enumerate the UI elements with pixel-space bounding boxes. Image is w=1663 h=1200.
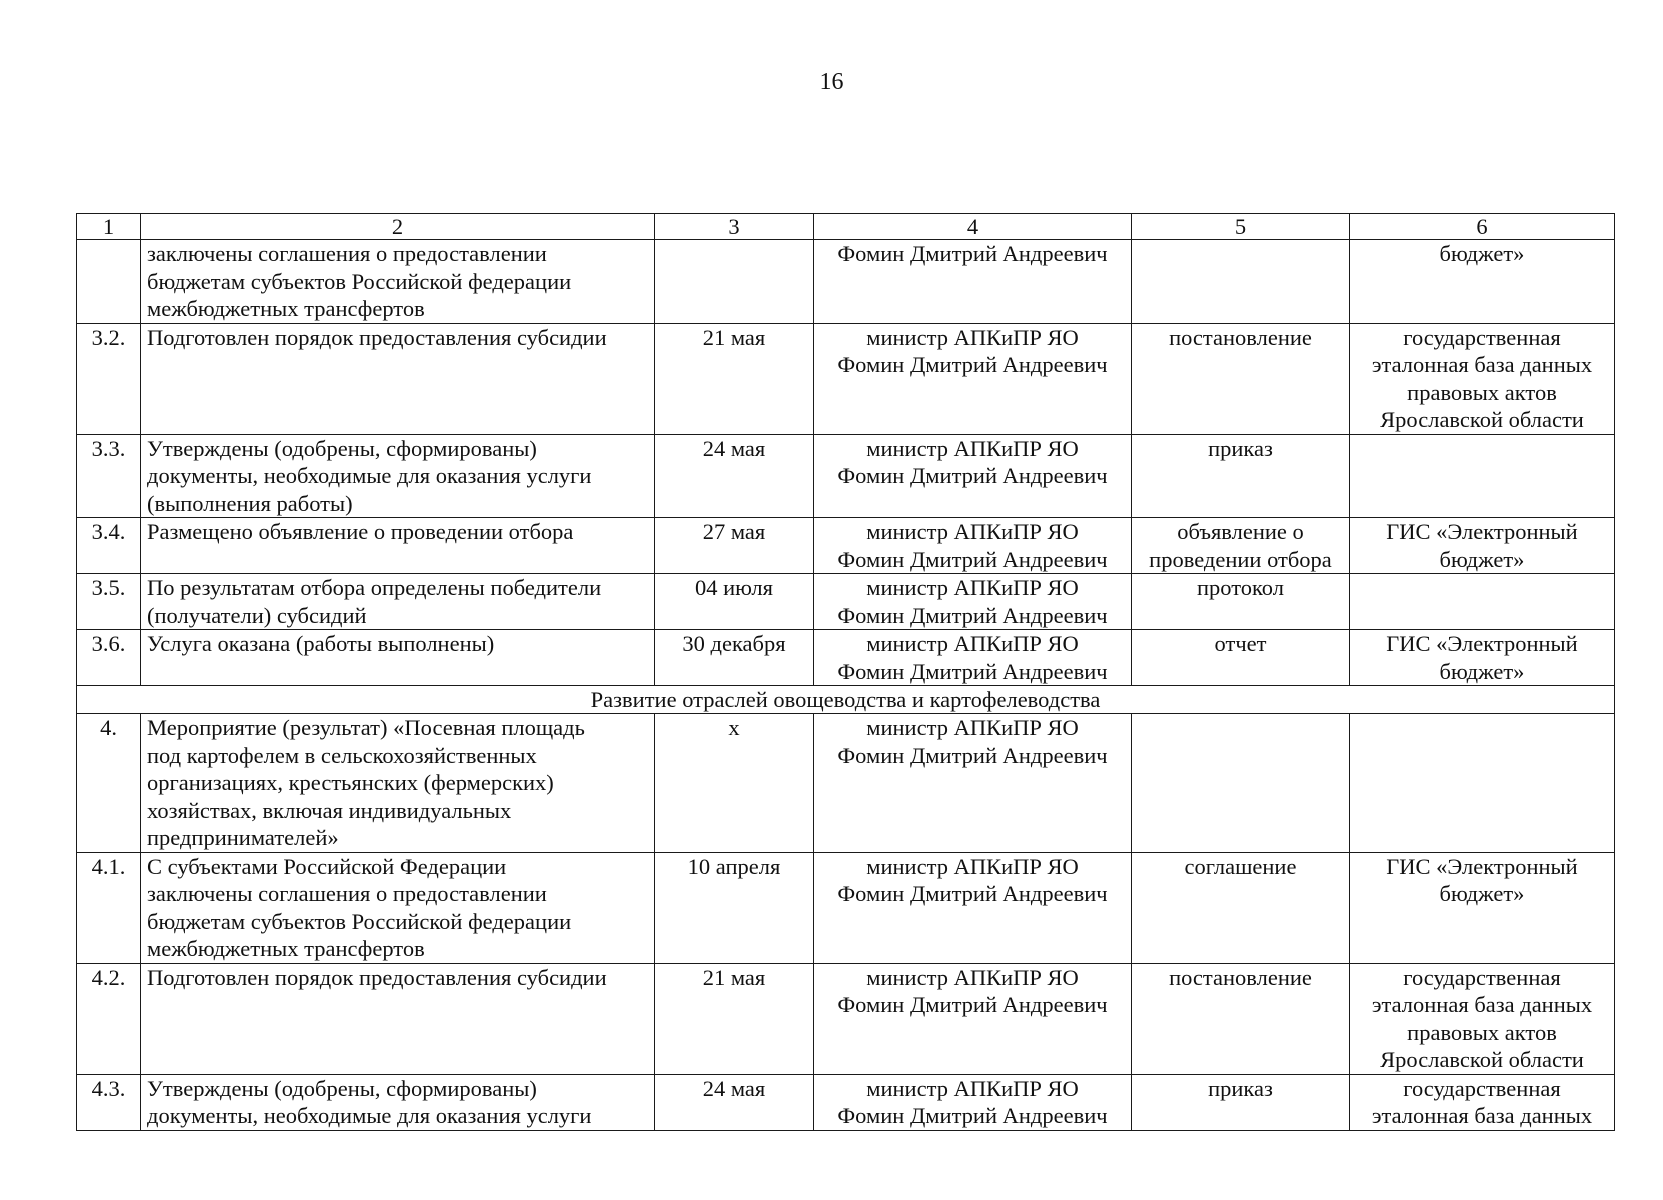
task-description-line: межбюджетных трансфертов <box>147 936 425 961</box>
task-description-cell <box>141 518 655 574</box>
task-description-line: Подготовлен порядок предоставления субсидии <box>147 964 607 990</box>
responsible-cell <box>814 323 1132 434</box>
information-system-line: бюджет» <box>1439 546 1525 572</box>
deadline-cell: 04 июля <box>655 574 814 630</box>
document-type-cell <box>1132 1074 1350 1130</box>
header-cell-5: 5 <box>1132 214 1350 240</box>
task-description-cell <box>141 630 655 686</box>
information-system-line: правовых актов <box>1407 1019 1557 1045</box>
information-system-line: бюджет» <box>1439 881 1525 906</box>
task-description-cell <box>141 574 655 630</box>
task-description-line: Мероприятие (результат) «Посевная площадь <box>147 715 585 740</box>
row-number-cell: 3.5. <box>77 574 141 630</box>
information-system-cell <box>1350 240 1615 324</box>
information-system-cell <box>1350 323 1615 434</box>
deadline-cell: 21 мая <box>655 323 814 434</box>
row-number-cell: 4. <box>77 714 141 853</box>
document-type-cell <box>1132 434 1350 518</box>
responsible-line: Фомин Дмитрий Андреевич <box>837 546 1108 572</box>
responsible-line: Фомин Дмитрий Андреевич <box>837 742 1108 768</box>
information-system-cell <box>1350 963 1615 1074</box>
document-type-line: приказ <box>1208 435 1273 461</box>
task-description-cell <box>141 434 655 518</box>
responsible-line: Фомин Дмитрий Андреевич <box>837 658 1108 684</box>
table-row <box>77 1074 1615 1130</box>
document-type-cell <box>1132 852 1350 963</box>
task-description-line: предпринимателей» <box>147 825 339 850</box>
task-description-cell <box>141 1074 655 1130</box>
responsible-line: министр АПКиПР ЯО <box>866 1075 1079 1101</box>
information-system-line: Ярославской области <box>1380 407 1584 432</box>
row-number-cell: 4.2. <box>77 963 141 1074</box>
header-cell-2: 2 <box>141 214 655 240</box>
document-type-line: постановление <box>1169 324 1312 350</box>
table-header-row <box>77 214 1615 240</box>
document-type-cell <box>1132 714 1350 853</box>
responsible-cell <box>814 630 1132 686</box>
row-number-cell: 3.6. <box>77 630 141 686</box>
task-description-line: Подготовлен порядок предоставления субсидии <box>147 324 607 350</box>
responsible-line: Фомин Дмитрий Андреевич <box>837 881 1108 906</box>
responsible-line: Фомин Дмитрий Андреевич <box>837 602 1108 628</box>
information-system-line: Ярославской области <box>1380 1047 1584 1072</box>
header-cell-4: 4 <box>814 214 1132 240</box>
header-cell-1: 1 <box>77 214 141 240</box>
task-description-line: Размещено объявление о проведении отбора <box>147 519 574 544</box>
deadline-cell: 21 мая <box>655 963 814 1074</box>
deadline-cell: 27 мая <box>655 518 814 574</box>
responsible-line: министр АПКиПР ЯО <box>866 435 1079 461</box>
table-row <box>77 240 1615 324</box>
information-system-line: ГИС «Электронный <box>1386 519 1578 544</box>
responsible-line: министр АПКиПР ЯО <box>866 853 1079 879</box>
deadline-cell: 10 апреля <box>655 852 814 963</box>
responsible-line: Фомин Дмитрий Андреевич <box>837 241 1108 266</box>
document-type-line: проведении отбора <box>1149 546 1332 572</box>
deadline-cell: х <box>655 714 814 853</box>
document-type-line: объявление о <box>1177 519 1304 544</box>
responsible-cell <box>814 434 1132 518</box>
table-row <box>77 714 1615 853</box>
responsible-line: министр АПКиПР ЯО <box>866 575 1079 600</box>
table-row <box>77 518 1615 574</box>
task-description-line: Услуга оказана (работы выполнены) <box>147 631 495 656</box>
information-system-cell <box>1350 714 1615 853</box>
task-description-cell <box>141 852 655 963</box>
responsible-cell <box>814 1074 1132 1130</box>
task-description-line: (получатели) субсидий <box>147 602 367 628</box>
task-description-cell <box>141 323 655 434</box>
document-type-cell <box>1132 963 1350 1074</box>
document-type-cell <box>1132 323 1350 434</box>
header-cell-3: 3 <box>655 214 814 240</box>
task-description-line: бюджетам субъектов Российской федерации <box>147 908 572 934</box>
responsible-cell <box>814 963 1132 1074</box>
table-row <box>77 574 1615 630</box>
table-row <box>77 323 1615 434</box>
task-description-line: документы, необходимые для оказания услуги <box>147 1103 592 1128</box>
table-row <box>77 434 1615 518</box>
responsible-line: Фомин Дмитрий Андреевич <box>837 1103 1108 1128</box>
information-system-line: эталонная база данных <box>1371 352 1593 377</box>
task-description-line: С субъектами Российской Федерации <box>147 853 507 879</box>
deadline-cell: 24 мая <box>655 434 814 518</box>
task-description-line: межбюджетных трансфертов <box>147 296 425 321</box>
task-description-line: организациях, крестьянских (фермерских) <box>147 770 554 795</box>
task-description-line: По результатам отбора определены победители <box>147 575 602 600</box>
responsible-cell <box>814 574 1132 630</box>
deadline-cell: 24 мая <box>655 1074 814 1130</box>
task-description-cell <box>141 963 655 1074</box>
information-system-line: ГИС «Электронный <box>1386 853 1578 879</box>
task-description-line: бюджетам субъектов Российской федерации <box>147 268 572 294</box>
table-row <box>77 963 1615 1074</box>
information-system-cell <box>1350 630 1615 686</box>
information-system-line: эталонная база данных <box>1371 1103 1593 1128</box>
task-description-cell <box>141 240 655 324</box>
information-system-line: государственная <box>1403 1075 1561 1101</box>
information-system-line: государственная <box>1403 324 1561 350</box>
row-number-cell: 4.3. <box>77 1074 141 1130</box>
responsible-line: Фомин Дмитрий Андреевич <box>837 352 1108 377</box>
document-type-cell <box>1132 630 1350 686</box>
responsible-line: министр АПКиПР ЯО <box>866 324 1079 350</box>
responsible-cell <box>814 240 1132 324</box>
document-type-line: соглашение <box>1184 853 1297 879</box>
document-type-line: приказ <box>1208 1075 1273 1101</box>
task-description-line: Утверждены (одобрены, сформированы) <box>147 435 537 461</box>
responsible-cell <box>814 852 1132 963</box>
information-system-cell <box>1350 1074 1615 1130</box>
table-row <box>77 630 1615 686</box>
responsible-line: Фомин Дмитрий Андреевич <box>837 463 1108 488</box>
information-system-cell <box>1350 574 1615 630</box>
information-system-cell <box>1350 518 1615 574</box>
task-description-cell <box>141 714 655 853</box>
row-number-cell: 3.3. <box>77 434 141 518</box>
table-row <box>77 852 1615 963</box>
page-number: 16 <box>819 69 844 95</box>
responsible-cell <box>814 714 1132 853</box>
information-system-line: правовых актов <box>1407 379 1557 405</box>
document-type-line: протокол <box>1196 575 1284 600</box>
plan-table <box>76 213 1615 1131</box>
responsible-cell <box>814 518 1132 574</box>
header-cell-6: 6 <box>1350 214 1615 240</box>
document-type-line: отчет <box>1214 631 1267 656</box>
section-title: Развитие отраслей овощеводства и картофелеводства <box>77 686 1615 714</box>
task-description-line: документы, необходимые для оказания услуги <box>147 463 592 488</box>
task-description-line: Утверждены (одобрены, сформированы) <box>147 1075 537 1101</box>
document-type-cell <box>1132 574 1350 630</box>
document-type-cell <box>1132 518 1350 574</box>
information-system-line: государственная <box>1403 964 1561 990</box>
responsible-line: министр АПКиПР ЯО <box>866 519 1079 544</box>
task-description-line: заключены соглашения о предоставлении <box>147 241 547 266</box>
information-system-line: эталонная база данных <box>1371 992 1593 1017</box>
task-description-line: хозяйствах, включая индивидуальных <box>147 797 512 823</box>
information-system-line: ГИС «Электронный <box>1386 631 1578 656</box>
responsible-line: министр АПКиПР ЯО <box>866 715 1079 740</box>
information-system-line: бюджет» <box>1439 658 1525 684</box>
task-description-line: заключены соглашения о предоставлении <box>147 881 547 906</box>
deadline-cell <box>655 240 814 324</box>
document-type-line: постановление <box>1169 964 1312 990</box>
task-description-line: (выполнения работы) <box>147 490 353 516</box>
row-number-cell <box>77 240 141 324</box>
information-system-cell <box>1350 434 1615 518</box>
information-system-line: бюджет» <box>1439 241 1525 266</box>
information-system-cell <box>1350 852 1615 963</box>
section-header-row <box>77 686 1615 714</box>
row-number-cell: 4.1. <box>77 852 141 963</box>
responsible-line: министр АПКиПР ЯО <box>866 964 1079 990</box>
row-number-cell: 3.4. <box>77 518 141 574</box>
responsible-line: министр АПКиПР ЯО <box>866 631 1079 656</box>
document-type-cell <box>1132 240 1350 324</box>
deadline-cell: 30 декабря <box>655 630 814 686</box>
row-number-cell: 3.2. <box>77 323 141 434</box>
task-description-line: под картофелем в сельскохозяйственных <box>147 742 537 768</box>
responsible-line: Фомин Дмитрий Андреевич <box>837 992 1108 1017</box>
